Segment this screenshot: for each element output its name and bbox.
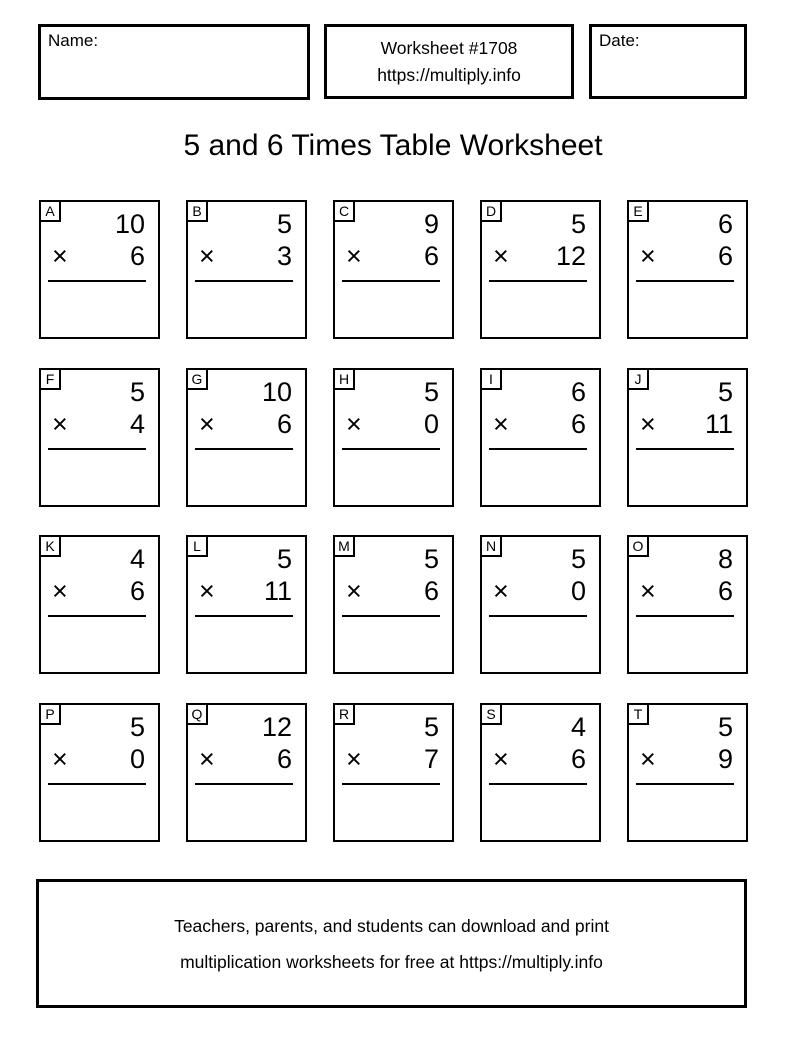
- multiplication-sign: ×: [199, 241, 215, 271]
- answer-space[interactable]: [484, 785, 597, 838]
- multiplication-sign: ×: [640, 241, 656, 271]
- problem-label: D: [480, 200, 502, 222]
- multiplication-sign: ×: [346, 241, 362, 271]
- name-field-box[interactable]: [38, 24, 310, 100]
- multiplier: 6: [570, 744, 586, 775]
- multiplicand: 5: [276, 209, 292, 239]
- problem-cell: [627, 535, 748, 674]
- multiplicand: 5: [423, 376, 439, 407]
- multiplicand: 5: [129, 376, 145, 407]
- problem-cell: [480, 535, 601, 674]
- problem-cell: [333, 703, 454, 842]
- problem-cell: [186, 368, 307, 507]
- multiplicand: 5: [717, 712, 733, 743]
- answer-space[interactable]: [631, 450, 744, 503]
- problems-grid: [39, 200, 748, 842]
- multiplicand: 10: [114, 209, 145, 239]
- multiplicand: 9: [423, 209, 439, 239]
- answer-space[interactable]: [190, 617, 303, 670]
- answer-space[interactable]: [190, 450, 303, 503]
- answer-space[interactable]: [43, 450, 156, 503]
- problem-cell: [186, 200, 307, 339]
- multiplier: 7: [423, 744, 439, 775]
- multiplicand: 5: [276, 544, 292, 575]
- problem-label: O: [627, 535, 649, 557]
- problem-cell: [39, 535, 160, 674]
- multiplicand: 5: [423, 712, 439, 743]
- footer-box: [36, 879, 747, 1008]
- multiplication-sign: ×: [52, 744, 68, 775]
- multiplier: 12: [555, 241, 586, 271]
- answer-space[interactable]: [337, 450, 450, 503]
- multiplier: 6: [423, 241, 439, 271]
- answer-space[interactable]: [190, 785, 303, 838]
- problem-label: L: [186, 535, 208, 557]
- answer-space[interactable]: [337, 617, 450, 670]
- multiplier: 9: [717, 744, 733, 775]
- multiplier: 6: [276, 408, 292, 439]
- multiplication-sign: ×: [640, 576, 656, 607]
- multiplier: 3: [276, 241, 292, 271]
- problem-label: T: [627, 703, 649, 725]
- problem-cell: [480, 703, 601, 842]
- problem-cell: [39, 703, 160, 842]
- problem-cell: [186, 703, 307, 842]
- multiplier: 6: [570, 408, 586, 439]
- answer-space[interactable]: [43, 617, 156, 670]
- multiplication-sign: ×: [52, 241, 68, 271]
- multiplication-sign: ×: [52, 408, 68, 439]
- multiplication-sign: ×: [493, 241, 509, 271]
- multiplication-sign: ×: [493, 576, 509, 607]
- multiplier: 11: [704, 408, 733, 439]
- answer-space[interactable]: [484, 450, 597, 503]
- date-field-box[interactable]: [589, 24, 747, 99]
- answer-space[interactable]: [631, 282, 744, 335]
- multiplier: 11: [263, 576, 292, 607]
- multiplier: 6: [129, 576, 145, 607]
- answer-space[interactable]: [631, 617, 744, 670]
- problem-cell: [333, 535, 454, 674]
- answer-space[interactable]: [337, 282, 450, 335]
- multiplication-sign: ×: [493, 408, 509, 439]
- multiplication-sign: ×: [640, 408, 656, 439]
- footer-text-line2: multiplication worksheets for free at https://multiply.info: [180, 951, 603, 972]
- multiplication-sign: ×: [199, 408, 215, 439]
- footer-text-line1: Teachers, parents, and students can download and print: [174, 915, 609, 936]
- problem-label: P: [39, 703, 61, 725]
- worksheet-number: Worksheet #1708: [380, 37, 518, 58]
- answer-space[interactable]: [484, 282, 597, 335]
- answer-space[interactable]: [190, 282, 303, 335]
- multiplicand: 5: [423, 544, 439, 575]
- date-label: Date:: [599, 31, 640, 50]
- multiplicand: 6: [570, 376, 586, 407]
- answer-space[interactable]: [43, 282, 156, 335]
- problem-cell: [480, 200, 601, 339]
- multiplier: 4: [129, 408, 145, 439]
- problem-label: S: [480, 703, 502, 725]
- answer-space[interactable]: [484, 617, 597, 670]
- problem-label: M: [333, 535, 355, 557]
- worksheet-info-box: [324, 24, 574, 99]
- page-title: 5 and 6 Times Table Worksheet: [183, 129, 603, 162]
- multiplicand: 5: [717, 376, 733, 407]
- multiplier: 0: [423, 408, 439, 439]
- problem-cell: [333, 368, 454, 507]
- multiplication-sign: ×: [199, 744, 215, 775]
- multiplier: 6: [276, 744, 292, 775]
- multiplication-sign: ×: [199, 576, 215, 607]
- problem-label: B: [186, 200, 208, 222]
- problem-label: K: [39, 535, 61, 557]
- answer-space[interactable]: [337, 785, 450, 838]
- problem-cell: [627, 368, 748, 507]
- multiplication-sign: ×: [52, 576, 68, 607]
- problem-label: I: [480, 368, 502, 390]
- multiplicand: 12: [261, 712, 292, 743]
- answer-space[interactable]: [43, 785, 156, 838]
- problem-label: J: [627, 368, 649, 390]
- multiplication-sign: ×: [640, 744, 656, 775]
- multiplicand: 6: [717, 209, 733, 239]
- problem-cell: [186, 535, 307, 674]
- answer-space[interactable]: [631, 785, 744, 838]
- problem-cell: [333, 200, 454, 339]
- worksheet-url: https://multiply.info: [377, 64, 521, 85]
- multiplier: 6: [423, 576, 439, 607]
- problem-cell: [627, 703, 748, 842]
- multiplier: 6: [717, 576, 733, 607]
- multiplicand: 5: [570, 544, 586, 575]
- multiplication-sign: ×: [346, 576, 362, 607]
- multiplicand: 5: [129, 712, 145, 743]
- problem-cell: [480, 368, 601, 507]
- problem-label: A: [39, 200, 61, 222]
- multiplier: 6: [717, 241, 733, 271]
- multiplication-sign: ×: [346, 744, 362, 775]
- problem-label: R: [333, 703, 355, 725]
- problem-label: E: [627, 200, 649, 222]
- problem-cell: [627, 200, 748, 339]
- multiplicand: 4: [129, 544, 145, 575]
- multiplicand: 10: [261, 376, 292, 407]
- multiplicand: 4: [570, 712, 586, 743]
- multiplication-sign: ×: [493, 744, 509, 775]
- problem-cell: [39, 200, 160, 339]
- multiplier: 0: [129, 744, 145, 775]
- multiplicand: 8: [717, 544, 733, 575]
- problem-label: C: [333, 200, 355, 222]
- problem-cell: [39, 368, 160, 507]
- multiplier: 6: [129, 241, 145, 271]
- problem-label: Q: [186, 703, 208, 725]
- name-label: Name:: [48, 31, 99, 50]
- problem-label: H: [333, 368, 355, 390]
- problem-label: G: [186, 368, 208, 390]
- multiplicand: 5: [570, 209, 586, 239]
- problem-label: N: [480, 535, 502, 557]
- multiplication-sign: ×: [346, 408, 362, 439]
- problem-label: F: [39, 368, 61, 390]
- multiplier: 0: [570, 576, 586, 607]
